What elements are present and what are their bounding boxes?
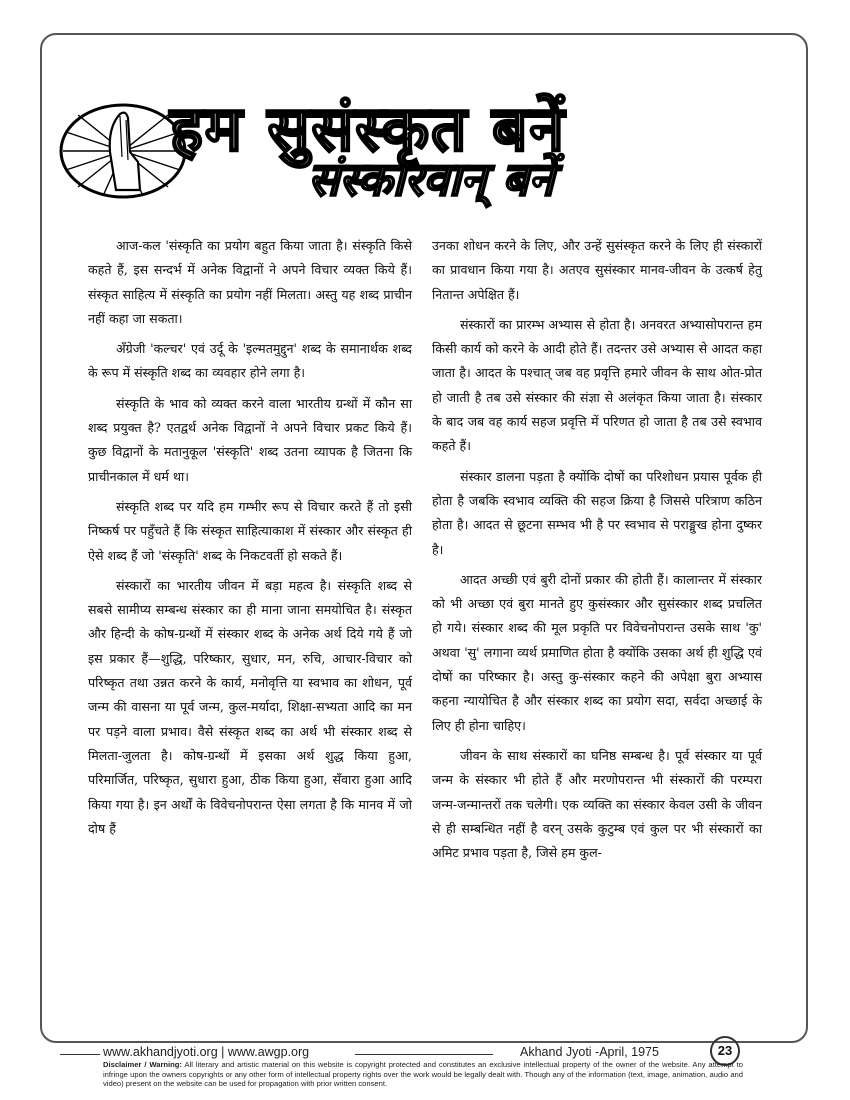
- left-text-column: [88, 234, 412, 847]
- paragraph: अँग्रेजी 'कल्चर' एवं उर्दू के 'इल्मतमुद्दुन' शब्द के समानार्थक शब्द के रूप में संस्कृति शब्द का व्यवहार होने लगा है।: [88, 341, 412, 381]
- paragraph: आज-कल 'संस्कृति का प्रयोग बहुत किया जाता है। संस्कृति किसे कहते हैं, इस सन्दर्भ में अनेक विद्वानों ने अपने विचार व्यक्त किये हैं। संस्कृत साहित्य में संस्कृति का प्रयोग नहीं मिलता। अस्तु यह शब्द प्राचीन नहीं कहा जा सकता।: [88, 238, 412, 326]
- paragraph: संस्कारों का प्रारम्भ अभ्यास से होता है। अनवरत अभ्यासोपरान्त हम किसी कार्य को करने के आदी होते हैं। तदन्तर उसे अभ्यास से आदत कहा जाता है। आदत के पश्चात् जब वह प्रवृत्ति हमारे जीवन के साथ ओत-प्रोत हो जाती है तब उसे संस्कार की संज्ञा से अलंकृत किया जाता है। संस्कार के बाद जब वह कार्य सहज प्रवृत्ति में परिणत हो जाता है तब उसे स्वभाव कहते हैं।: [432, 316, 762, 454]
- paragraph: संस्कार डालना पड़ता है क्योंकि दोषों का परिशोधन प्रयास पूर्वक ही होता है जबकि स्वभाव व्यक्ति की सहज क्रिया है जिससे परित्राण कठिन होता है। आदत से छूटना सम्भव भी है पर स्वभाव से पराङ्मुख होना दुष्कर है।: [432, 468, 762, 557]
- article-header: [58, 82, 618, 212]
- disclaimer-label: Disclaimer / Warning:: [103, 1060, 182, 1069]
- footer-divider: [355, 1054, 493, 1055]
- page-number: 23: [710, 1036, 740, 1066]
- paragraph: आदत अच्छी एवं बुरी दोनों प्रकार की होती हैं। कालान्तर में संस्कार को भी अच्छा एवं बुरा मानते हुए कुसंस्कार और सुसंस्कार शब्द प्रचलित हो गये। संस्कार शब्द की मूल प्रकृति पर विवेचनोपरान्त उसके साथ 'कु' अथवा 'सु' लगाना व्यर्थ प्रमाणित होता है क्योंकि उसका अर्थ ही शुद्धि एवं दोषों का परिष्कार है। अस्तु कु-संस्कार कहने की अपेक्षा बुरा अभ्यास कहना न्यायोचित है और संस्कार शब्द का प्रयोग सदा, सर्वदा अच्छाई के लिए ही होना चाहिए।: [432, 571, 762, 733]
- journal-issue: Akhand Jyoti -April, 1975: [520, 1045, 659, 1059]
- right-text-column: [432, 234, 762, 871]
- paragraph: उनका शोधन करने के लिए, और उन्हें सुसंस्कृत करने के लिए ही संस्कारों का प्रावधान किया गया है। अतएव सुसंस्कार मानव-जीवन के उत्कर्ष हेतु नितान्त अपेक्षित हैं।: [432, 238, 762, 302]
- paragraph: संस्कृति शब्द पर यदि हम गम्भीर रूप से विचार करते हैं तो इसी निष्कर्ष पर पहुँचते हैं कि संस्कृत साहित्याकाश में संस्कार और संस्कृत ही ऐसे शब्द हैं जो 'संस्कृति' शब्द के निकटवर्ती हो सकते हैं।: [88, 498, 412, 563]
- disclaimer-text: All literary and artistic material on this website is copyright protected and constitutes an exclusive intellectual property of the owner of the website. Any attempt to infringe upon the owners copyrights or any other form of intellectual property rights over the work would be legally dealt with. Though any of the information (text, image, animation, audio and video) present on the website can be used for propagation with prior written consent.: [103, 1060, 743, 1089]
- footer-website-links[interactable]: www.akhandjyoti.org | www.awgp.org: [103, 1045, 310, 1059]
- page-title: हम सुसंस्कृत बनें: [170, 92, 566, 165]
- paragraph: संस्कारों का भारतीय जीवन में बड़ा महत्व है। संस्कृति शब्द से सबसे सामीप्य सम्बन्ध संस्कार का ही माना जाना समयोचित है। संस्कृत और हिन्दी के कोष-ग्रन्थों में संस्कार शब्द के अनेक अर्थ दिये गये हैं जो इस प्रकार हैं—शुद्धि, परिष्कार, सुधार, मन, रुचि, आचार-विचार को परिष्कृत तथा उन्नत करने के कार्य, मनोवृत्ति या स्वभाव का शोधन, पूर्व जन्म की वासना या पूर्व जन्म, कुल-मर्यादा, शिक्षा-सभ्यता आदि का मन पर पड़ने वाला प्रभाव। वैसे संस्कृत शब्द का अर्थ भी संस्कार शब्द से मिलता-जुलता है। कोष-ग्रन्थों में इसका अर्थ शुद्ध किया हुआ, परिमार्जित, परिष्कृत, सुधारा हुआ, ठीक किया हुआ, सँवारा हुआ आदि किया गया है। इन अर्थों के विवेचनोपरान्त ऐसा लगता है कि मानव में जो दोष हैं: [88, 577, 412, 836]
- paragraph: जीवन के साथ संस्कारों का घनिष्ठ सम्बन्ध है। पूर्व संस्कार या पूर्व जन्म के संस्कार भी होते हैं और मरणोपरान्त भी संस्कारों की परम्परा जन्म-जन्मान्तरों तक चलेगी। एक व्यक्ति का संस्कार केवल उसी के जीवन से ही सम्बन्धित नहीं है वरन् उसके कुटुम्ब एवं कुल पर भी संस्कारों का अमिट प्रभाव पड़ता है, जिसे हम कुल-: [432, 747, 762, 861]
- disclaimer: [103, 1060, 743, 1089]
- page-subtitle: संस्कारवान् बनें: [308, 152, 554, 206]
- paragraph: संस्कृति के भाव को व्यक्त करने वाला भारतीय ग्रन्थों में कौन सा शब्द प्रयुक्त है? एतद्वर्थ अनेक विद्वानों ने अपने विचार प्रकट किये हैं। कुछ विद्वानों के मतानुकूल 'संस्कृति' शब्द उतना व्यापक है जितना कि प्राचीनकाल में धर्म था।: [88, 395, 412, 484]
- praying-hands-icon: [58, 102, 188, 200]
- footer-divider: [60, 1054, 100, 1055]
- page-footer: [100, 1043, 743, 1100]
